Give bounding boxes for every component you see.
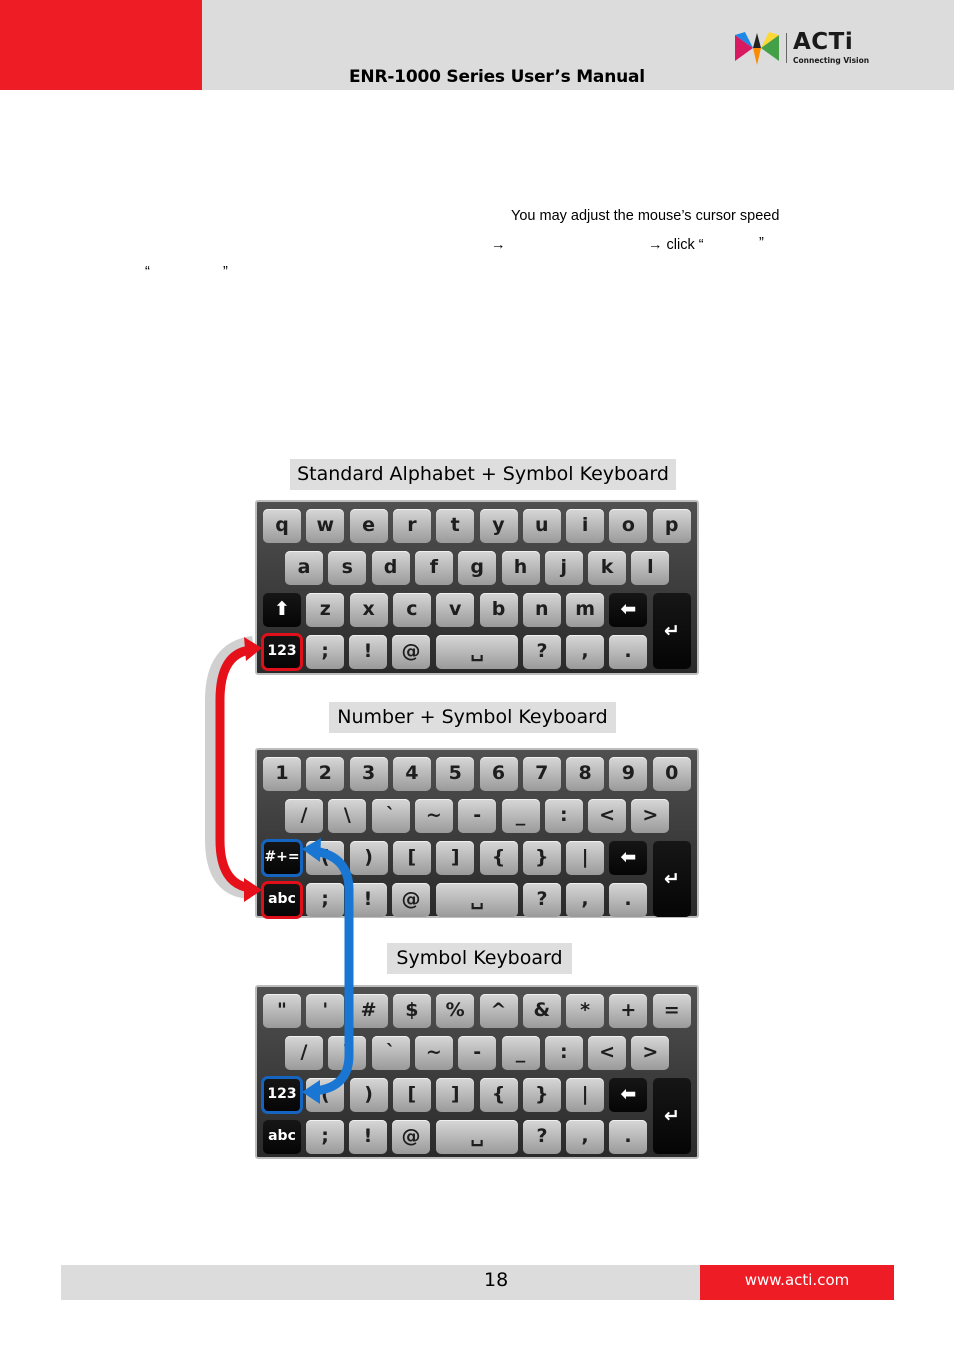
key-%3B[interactable]: ; bbox=[306, 1120, 344, 1154]
key-%40[interactable]: @ bbox=[392, 883, 430, 917]
key-%5D[interactable]: ] bbox=[436, 1078, 474, 1112]
key-9[interactable]: 9 bbox=[609, 757, 647, 791]
key--[interactable]: - bbox=[458, 1036, 496, 1070]
key-7[interactable]: 7 bbox=[523, 757, 561, 791]
keyboard-row bbox=[257, 799, 697, 837]
key-.[interactable]: . bbox=[609, 883, 647, 917]
key-space[interactable]: ␣ bbox=[436, 635, 518, 669]
key-g[interactable]: g bbox=[458, 551, 496, 585]
key-%3A[interactable]: : bbox=[545, 799, 583, 833]
key-4[interactable]: 4 bbox=[393, 757, 431, 791]
key-%25[interactable]: % bbox=[436, 994, 474, 1028]
key-%3F[interactable]: ? bbox=[523, 635, 561, 669]
number-keyboard bbox=[255, 748, 699, 918]
key-h[interactable]: h bbox=[502, 551, 540, 585]
label-number-keyboard: Number + Symbol Keyboard bbox=[329, 702, 616, 733]
red-switch-arrow-shadow bbox=[212, 643, 253, 892]
keyboard-row bbox=[257, 509, 697, 547]
key-e[interactable]: e bbox=[350, 509, 388, 543]
key--[interactable]: - bbox=[458, 799, 496, 833]
key-%3D[interactable]: = bbox=[653, 994, 691, 1028]
key-shift[interactable]: ⬆ bbox=[263, 593, 301, 627]
key-([interactable]: ( bbox=[306, 841, 344, 875]
red-switch-arrow bbox=[220, 650, 250, 888]
key-%40[interactable]: @ bbox=[392, 635, 430, 669]
standard-keyboard bbox=[255, 500, 699, 675]
key-p[interactable]: p bbox=[653, 509, 691, 543]
key-([interactable]: ( bbox=[306, 1078, 344, 1112]
key-%40[interactable]: @ bbox=[392, 1120, 430, 1154]
key-%3A[interactable]: : bbox=[545, 1036, 583, 1070]
document-title: ENR-1000 Series User’s Manual bbox=[349, 67, 645, 87]
key-)[interactable]: ) bbox=[350, 841, 388, 875]
key-m[interactable]: m bbox=[566, 593, 604, 627]
key-i[interactable]: i bbox=[566, 509, 604, 543]
key-%3F[interactable]: ? bbox=[523, 883, 561, 917]
key-*[interactable]: * bbox=[566, 994, 604, 1028]
key-~[interactable]: ~ bbox=[415, 799, 453, 833]
key-%60[interactable]: ` bbox=[372, 1036, 410, 1070]
key-%7C[interactable]: | bbox=[566, 1078, 604, 1112]
key-l[interactable]: l bbox=[631, 551, 669, 585]
key-%7B[interactable]: { bbox=[480, 1078, 518, 1112]
key-%23%2B%3D[interactable]: #+= bbox=[263, 841, 301, 875]
key-k[interactable]: k bbox=[588, 551, 626, 585]
key-backspace[interactable]: ⬅ bbox=[609, 1078, 647, 1112]
key-%23[interactable]: # bbox=[350, 994, 388, 1028]
key-space[interactable]: ␣ bbox=[436, 883, 518, 917]
keyboard-row bbox=[257, 635, 697, 673]
key-3[interactable]: 3 bbox=[350, 757, 388, 791]
key-x[interactable]: x bbox=[350, 593, 388, 627]
key-%5E[interactable]: ^ bbox=[480, 994, 518, 1028]
key-%5D[interactable]: ] bbox=[436, 841, 474, 875]
key-%24[interactable]: $ bbox=[393, 994, 431, 1028]
key-%5B[interactable]: [ bbox=[393, 1078, 431, 1112]
key-v[interactable]: v bbox=[436, 593, 474, 627]
key-%5B[interactable]: [ bbox=[393, 841, 431, 875]
key-%2F[interactable]: / bbox=[285, 799, 323, 833]
key-%2C[interactable]: , bbox=[566, 635, 604, 669]
key-enter[interactable]: ↵ bbox=[653, 593, 691, 669]
key-_[interactable]: _ bbox=[502, 799, 540, 833]
keyboard-row bbox=[257, 883, 697, 921]
key-d[interactable]: d bbox=[372, 551, 410, 585]
keyboard-row bbox=[257, 841, 697, 879]
body-close-quote: ” bbox=[759, 235, 764, 251]
label-symbol-keyboard: Symbol Keyboard bbox=[387, 943, 572, 974]
website-link[interactable]: www.acti.com bbox=[744, 1271, 850, 1289]
keyboard-row bbox=[257, 1120, 697, 1158]
keyboard-row bbox=[257, 757, 697, 795]
key-n[interactable]: n bbox=[523, 593, 561, 627]
key-a[interactable]: a bbox=[285, 551, 323, 585]
body-arrow-1: → bbox=[491, 237, 506, 253]
key-%3F[interactable]: ? bbox=[523, 1120, 561, 1154]
key-z[interactable]: z bbox=[306, 593, 344, 627]
acti-logo bbox=[733, 29, 873, 69]
key-enter[interactable]: ↵ bbox=[653, 841, 691, 917]
key-t[interactable]: t bbox=[436, 509, 474, 543]
logo-wordmark: ACTi bbox=[793, 29, 854, 55]
key-q[interactable]: q bbox=[263, 509, 301, 543]
key-%7D[interactable]: } bbox=[523, 841, 561, 875]
body-open-quote-2: “ bbox=[145, 264, 150, 280]
key-.[interactable]: . bbox=[609, 1120, 647, 1154]
key-0[interactable]: 0 bbox=[653, 757, 691, 791]
acti-logo-icon bbox=[733, 29, 781, 67]
logo-tagline: Connecting Vision bbox=[793, 56, 870, 65]
keyboard-row bbox=[257, 593, 697, 631]
key-%2F[interactable]: / bbox=[285, 1036, 323, 1070]
key-abc[interactable]: abc bbox=[263, 883, 301, 917]
key-w[interactable]: w bbox=[306, 509, 344, 543]
key-%26[interactable]: & bbox=[523, 994, 561, 1028]
key-5[interactable]: 5 bbox=[436, 757, 474, 791]
body-line-1: You may adjust the mouse’s cursor speed bbox=[511, 208, 780, 224]
key-123[interactable]: 123 bbox=[263, 635, 301, 669]
key-y[interactable]: y bbox=[480, 509, 518, 543]
key-'[interactable]: ' bbox=[306, 994, 344, 1028]
key-%3B[interactable]: ; bbox=[306, 883, 344, 917]
key-%3B[interactable]: ; bbox=[306, 635, 344, 669]
logo-separator bbox=[786, 33, 787, 63]
key-u[interactable]: u bbox=[523, 509, 561, 543]
key-%3E[interactable]: > bbox=[631, 1036, 669, 1070]
page-number: 18 bbox=[484, 1269, 509, 1291]
key-backspace[interactable]: ⬅ bbox=[609, 593, 647, 627]
key-%3C[interactable]: < bbox=[588, 799, 626, 833]
key-%7B[interactable]: { bbox=[480, 841, 518, 875]
key-%3E[interactable]: > bbox=[631, 799, 669, 833]
key-r[interactable]: r bbox=[393, 509, 431, 543]
header-red-block bbox=[0, 0, 202, 90]
key-s[interactable]: s bbox=[328, 551, 366, 585]
key-![interactable]: ! bbox=[349, 635, 387, 669]
key-123[interactable]: 123 bbox=[263, 1078, 301, 1112]
keyboard-row bbox=[257, 1078, 697, 1116]
key-2[interactable]: 2 bbox=[306, 757, 344, 791]
key-![interactable]: ! bbox=[349, 1120, 387, 1154]
key-8[interactable]: 8 bbox=[566, 757, 604, 791]
key-1[interactable]: 1 bbox=[263, 757, 301, 791]
key-backspace[interactable]: ⬅ bbox=[609, 841, 647, 875]
key-%22[interactable]: " bbox=[263, 994, 301, 1028]
key-.[interactable]: . bbox=[609, 635, 647, 669]
body-click-text: → click “ bbox=[648, 237, 704, 253]
keyboard-row bbox=[257, 551, 697, 589]
key-%2B[interactable]: + bbox=[609, 994, 647, 1028]
keyboard-row bbox=[257, 994, 697, 1032]
key-%2C[interactable]: , bbox=[566, 883, 604, 917]
body-close-quote-2: ” bbox=[223, 264, 228, 280]
key-abc[interactable]: abc bbox=[263, 1120, 301, 1154]
key-%7D[interactable]: } bbox=[523, 1078, 561, 1112]
key-o[interactable]: o bbox=[609, 509, 647, 543]
key-)[interactable]: ) bbox=[350, 1078, 388, 1112]
key-%60[interactable]: ` bbox=[372, 799, 410, 833]
key-~[interactable]: ~ bbox=[415, 1036, 453, 1070]
key-c[interactable]: c bbox=[393, 593, 431, 627]
key-b[interactable]: b bbox=[480, 593, 518, 627]
symbol-keyboard bbox=[255, 985, 699, 1159]
key-%3C[interactable]: < bbox=[588, 1036, 626, 1070]
key-%5C[interactable]: \ bbox=[328, 799, 366, 833]
label-standard-keyboard: Standard Alphabet + Symbol Keyboard bbox=[290, 459, 676, 490]
key-%2C[interactable]: , bbox=[566, 1120, 604, 1154]
key-%5C[interactable]: \ bbox=[328, 1036, 366, 1070]
key-6[interactable]: 6 bbox=[480, 757, 518, 791]
key-_[interactable]: _ bbox=[502, 1036, 540, 1070]
key-%7C[interactable]: | bbox=[566, 841, 604, 875]
key-space[interactable]: ␣ bbox=[436, 1120, 518, 1154]
key-f[interactable]: f bbox=[415, 551, 453, 585]
key-enter[interactable]: ↵ bbox=[653, 1078, 691, 1154]
keyboard-row bbox=[257, 1036, 697, 1074]
key-j[interactable]: j bbox=[545, 551, 583, 585]
key-![interactable]: ! bbox=[349, 883, 387, 917]
